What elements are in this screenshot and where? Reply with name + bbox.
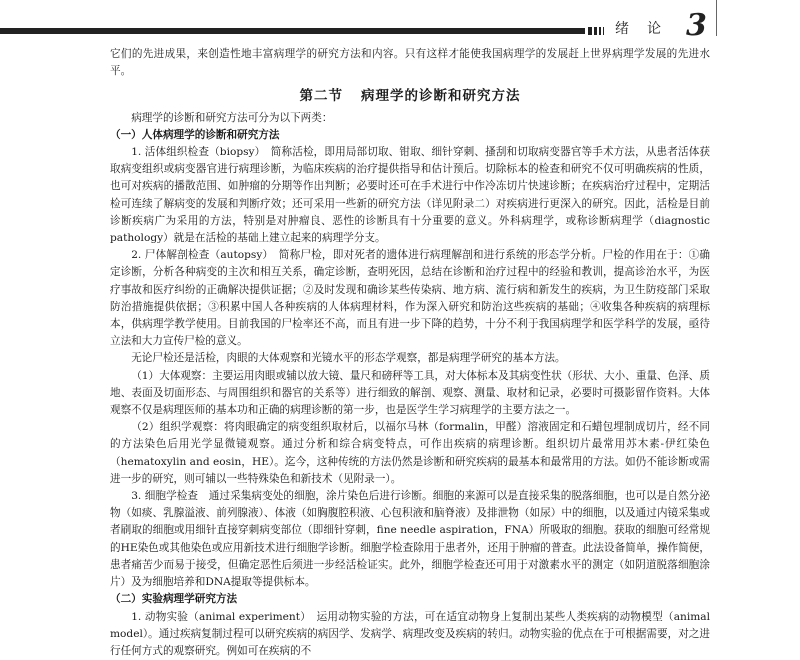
- page-number: 3: [686, 8, 707, 43]
- paragraph-animal-experiment: 1. 动物实验（animal experiment） 运用动物实验的方法，可在适宜动物身上复制出某些人类疾病的动物模型（animal model）。通过疾病复制过程可以研究疾病的病因学、发病学、病理改变及疾病的转归。动物实验的优点在于可根据需要，对之进行任何方式的观察研究。例如可在疾病的不: [110, 609, 710, 660]
- subheading-human-pathology: （一）人体病理学的诊断和研究方法: [110, 127, 710, 144]
- header-rule: [0, 28, 585, 34]
- paragraph-cytology: 3. 细胞学检查 通过采集病变处的细胞，涂片染色后进行诊断。细胞的来源可以是直接采集的脱落细胞，也可以是自然分泌物（如痰、乳腺溢液、前列腺液）、体液（如胸腹腔积液、心包积液和脑脊液）及排泄物（如尿）中的细胞，以及通过内镜采集或者刷取的细胞或用细针直接穿刺病变部位（即细针穿刺，fine needle aspiration，FNA）所吸取的细胞。获取的细胞可经常规的HE染色或其他染色或应用新技术进行细胞学诊断。细胞学检查除用于患者外，还用于肿瘤的普查。此法设备简单，操作简便，患者痛苦少而易于接受，但确定恶性后须进一步经活检证实。此外，细胞学检查还可用于对激素水平的测定（如阴道脱落细胞涂片）及为细胞培养和DNA提取等提供标本。: [110, 488, 710, 591]
- section-heading: 病理学的诊断和研究方法: [361, 88, 521, 104]
- page-edge-rule: [716, 0, 717, 36]
- subheading-experimental-pathology: （二）实验病理学研究方法: [110, 591, 710, 608]
- paragraph-basic-methods: 无论尸检还是活检，肉眼的大体观察和光镜水平的形态学观察，都是病理学研究的基本方法。: [110, 350, 710, 367]
- paragraph-histology: （2）组织学观察：将肉眼确定的病变组织取材后，以福尔马林（formalin，甲醛）溶液固定和石蜡包埋制成切片，经不同的方法染色后用光学显微镜观察。通过分析和综合病变特点，可作出疾病的病理诊断。组织切片最常用苏木素-伊红染色（hematoxylin and eosin，HE）。迄今，这种传统的方法仍然是诊断和研究疾病的最基本和最常用的方法。如仍不能诊断或需进一步的研究，则可辅以一些特殊染色和新技术（见附录一）。: [110, 419, 710, 488]
- section-title: [110, 88, 710, 105]
- section-number: 第二节: [300, 88, 344, 104]
- page-header: [0, 22, 800, 36]
- header-dash: [594, 27, 597, 35]
- paragraph-biopsy: 1. 活体组织检查（biopsy） 简称活检，即用局部切取、钳取、细针穿刺、搔刮和切取病变器官等手术方法，从患者活体获取病变组织或病变器官进行病理诊断，为临床疾病的治疗提供指导和估计预后。切除标本的检查和研究不仅可明确疾病的性质，也可对疾病的播散范围、如肿瘤的分期等作出判断；必要时还可在手术进行中作冷冻切片快速诊断；在疾病治疗过程中，定期活检可连续了解病变的发展和判断疗效；还可采用一些新的研究方法（详见附录二）对疾病进行更深入的研究。因此，活检是目前诊断疾病广为采用的方法，特别是对肿瘤良、恶性的诊断具有十分重要的意义。外科病理学，或称诊断病理学（diagnostic pathology）就是在活检的基础上建立起来的病理学分支。: [110, 144, 710, 247]
- chapter-label: 绪论: [615, 18, 679, 38]
- paragraph-gross-observation: （1）大体观察：主要运用肉眼或辅以放大镜、量尺和磅秤等工具，对大体标本及其病变性状（形状、大小、重量、色泽、质地、表面及切面形态、与周围组织和器官的关系等）进行细致的解剖、观察、测量、取材和记录，必要时可摄影留作资料。大体观察不仅是病理医师的基本功和正确的病理诊断的第一步，也是医学生学习病理学的主要方法之一。: [110, 368, 710, 420]
- header-dash: [588, 27, 592, 35]
- document-body: [110, 46, 710, 660]
- intro-paragraph: 它们的先进成果，来创造性地丰富病理学的研究方法和内容。只有这样才能使我国病理学的发展赶上世界病理学发展的先进水平。: [110, 46, 710, 80]
- header-dash: [599, 27, 601, 35]
- lead-paragraph: 病理学的诊断和研究方法可分为以下两类：: [110, 110, 710, 127]
- paragraph-autopsy: 2. 尸体解剖检查（autopsy） 简称尸检，即对死者的遗体进行病理解剖和进行系统的形态学分析。尸检的作用在于：①确定诊断，分析各种病变的主次和相互关系，确定诊断，查明死因，总结在诊断和治疗过程中的经验和教训，提高诊治水平，为医疗事故和医疗纠纷的正确解决提供证据；②及时发现和确诊某些传染病、地方病、流行病和新发生的疾病，为卫生防疫部门采取防治措施提供依据；③积累中国人各种疾病的人体病理材料，作为深入研究和防治这些疾病的基础；④收集各种疾病的病理标本，供病理学教学使用。目前我国的尸检率还不高，而且有进一步下降的趋势，十分不利于我国病理学和医学科学的发展，亟待立法和大力宣传尸检的意义。: [110, 247, 710, 350]
- header-dash: [603, 27, 604, 35]
